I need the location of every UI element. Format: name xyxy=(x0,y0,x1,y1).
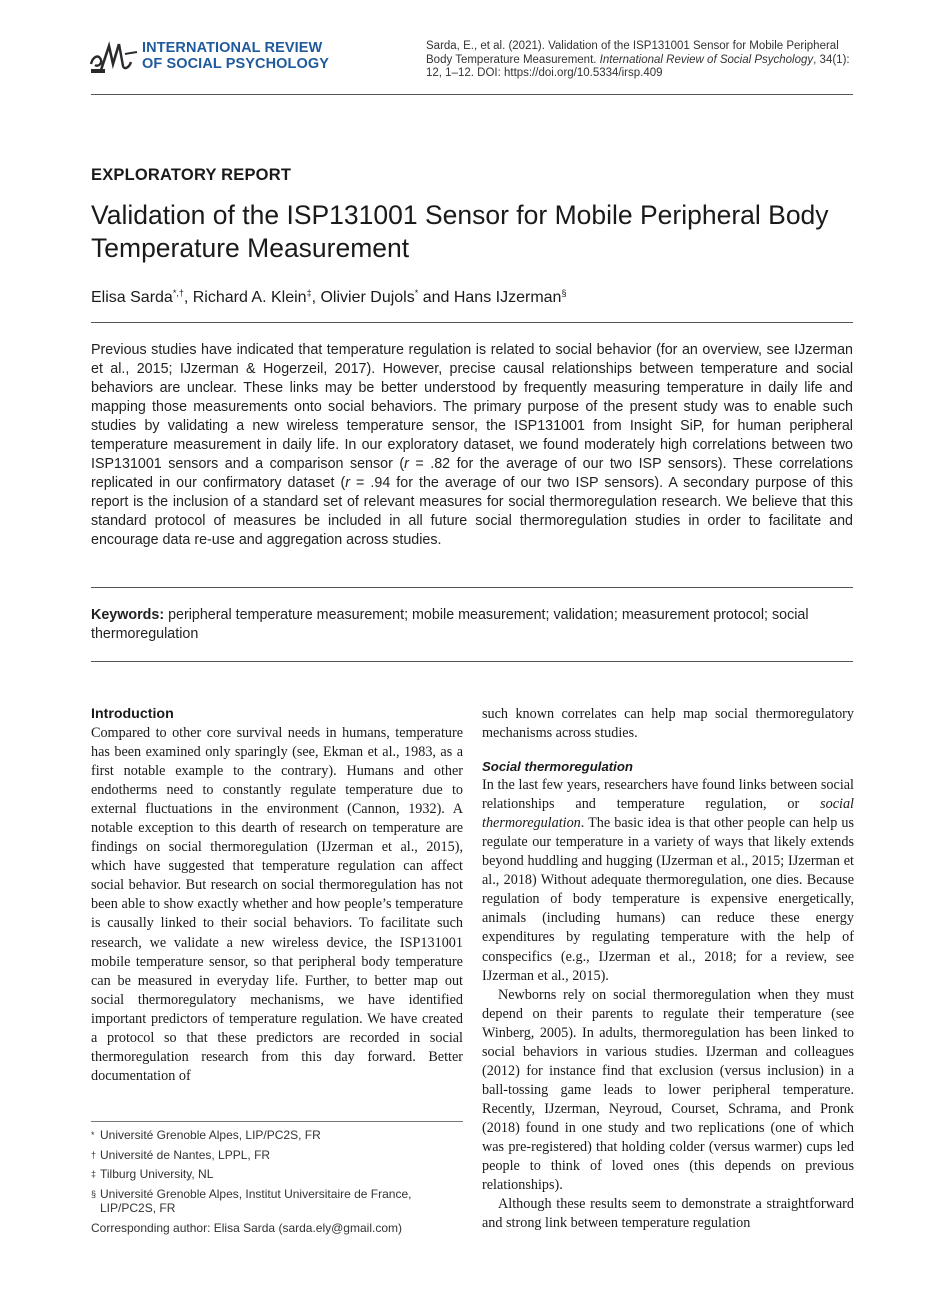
body-paragraph xyxy=(482,776,854,986)
footnote-text: Université Grenoble Alpes, Institut Universitaire de France, LIP/PC2S, FR xyxy=(100,1186,412,1215)
title-divider xyxy=(91,322,853,323)
footnote-text: Université de Nantes, LPPL, FR xyxy=(100,1147,271,1162)
journal-name-line2: OF SOCIAL PSYCHOLOGY xyxy=(142,56,330,72)
abstract-divider xyxy=(91,587,853,588)
footnote xyxy=(91,1128,463,1148)
keywords-divider xyxy=(91,661,853,662)
keywords-text: peripheral temperature measurement; mobile measurement; validation; measurement protocol; social thermoregulation xyxy=(91,607,809,642)
abstract-text: Previous studies have indicated that temperature regulation is related to social behavior (for an overview, see IJzerman et al., 2015; IJzerman & Hogerzeil, 2017). However, precise causal relationships between temperature and social behaviors are unclear. These links may be better understood by frequently measuring temperature in daily life and mapping those measurements onto social behaviors. The primary purpose of the present study was to enable such studies by validating a new wireless temperature sensor, the ISP131001 from Insight SiP, for human peripheral temperature measurement in daily life. In our exploratory dataset, we found moderately high correlations between two ISP131001 sensors and a comparison sensor ( xyxy=(91,342,853,472)
body-text: . The basic idea is that other people can help us regulate our temperature in a variety of ways that likely extends beyond huddling and hugging (IJzerman et al., 2015; IJzerman et al., 2018) Without adequate thermoregulation, one dies. Because regulation of body temperature is expensive energetically, animals (including humans) can reduce these energy expenditures by regulating temperature with the help of conspecifics (e.g., IJzerman et al., 2018; for a review, see IJzerman et al., 2015). xyxy=(482,815,854,984)
citation-journal: International Review of Social Psychology xyxy=(599,53,814,66)
body-text: In the last few years, researchers have found links between social relationships and temperature regulation, or xyxy=(482,777,854,813)
footnote-divider xyxy=(91,1121,463,1122)
author-name: Elisa Sarda xyxy=(91,289,173,306)
journal-name xyxy=(142,40,329,72)
author-affiliation-mark: § xyxy=(561,288,567,298)
footnotes xyxy=(91,1128,463,1236)
abstract-text: = .94 for the average of our two ISP sensors). A secondary purpose of this report is the inclusion of a standard set of relevant measures for social thermoregulation research. We believe that this standard protocol of measures be included in all future social thermoregulation studies in order to facilitate and encourage data re-use and aggregation across studies. xyxy=(91,475,853,548)
footnote xyxy=(91,1148,463,1168)
corresponding-author: Corresponding author: Elisa Sarda (sarda.ely@gmail.com) xyxy=(91,1220,402,1235)
author-separator: , xyxy=(183,289,193,306)
footnote-text: Tilburg University, NL xyxy=(100,1167,214,1181)
abstract-stat-symbol: r xyxy=(345,475,350,491)
body-column-left xyxy=(91,705,463,1086)
abstract-stat-symbol: r xyxy=(404,456,409,472)
journal-logo-icon xyxy=(89,40,139,76)
citation-doi: , 34(1): 12, 1–12. DOI: https://doi.org/10.5334/irsp.409 xyxy=(426,53,850,79)
footnote-mark: * xyxy=(91,1130,95,1140)
author-affiliation-mark: ‡ xyxy=(306,288,312,298)
abstract xyxy=(91,341,853,550)
citation xyxy=(426,40,856,81)
keywords xyxy=(91,606,853,644)
abstract-text: = .82 for the average of our two ISP sensors). These correlations replicated in our confirmatory dataset ( xyxy=(91,456,853,491)
author-name: Hans IJzerman xyxy=(453,289,562,306)
author-name: Richard A. Klein xyxy=(192,289,307,306)
section-heading-social-thermoregulation: Social thermoregulation xyxy=(482,759,633,775)
body-paragraph: Although these results seem to demonstrate a straightforward and strong link between temperature regulation xyxy=(482,1196,854,1232)
body-paragraph: such known correlates can help map social thermoregulatory mechanisms across studies. xyxy=(482,706,854,742)
footnote xyxy=(91,1187,463,1221)
section-heading-introduction: Introduction xyxy=(91,706,174,722)
article-title: Validation of the ISP131001 Sensor for Mobile Peripheral Body Temperature Measurement xyxy=(91,200,829,263)
body-column-right xyxy=(482,705,854,1233)
author-affiliation-mark: * xyxy=(414,288,419,298)
footnote-mark: ‡ xyxy=(91,1169,97,1179)
author-name: Olivier Dujols xyxy=(320,289,415,306)
journal-name-line1: INTERNATIONAL REVIEW xyxy=(142,40,323,56)
footnote-text: Université Grenoble Alpes, LIP/PC2S, FR xyxy=(100,1128,321,1142)
body-paragraph: Compared to other core survival needs in humans, temperature has been examined only sparingly (see, Ekman et al., 1983, as a first notable example to the contrary). Humans and other endotherms need to constantly regulate temperature due to external fluctuations in the environment (Cannon, 1932). A notable exception to this dearth of research on temperature are findings on social thermoregulation (IJzerman et al., 2015), which have suggested that temperature regulation can affect social behavior. But research on social thermoregulation has not been able to show exactly whether and how people’s temperature is causally linked to their social behaviors. To facilitate such research, we validate a new wireless device, the ISP131001 mobile temperature sensor, so that peripheral body temperature can be measured in everyday life. Further, to better map out social thermoregulatory mechanisms, we have identified important predictors of temperature regulation. We have created a protocol so that these predictors are recorded in social thermoregulation research from this day forward. Better documentation of xyxy=(91,725,463,1084)
footnote-mark: § xyxy=(91,1188,97,1199)
header-divider xyxy=(91,94,853,95)
author-separator: , xyxy=(311,289,321,306)
author-separator: and xyxy=(418,289,454,306)
body-text-emphasis: social thermoregulation xyxy=(482,796,854,832)
body-paragraph: Newborns rely on social thermoregulation when they must depend on their parents to regulate their temperature (see Winberg, 2005). In adults, thermoregulation has been linked to social behaviors in various studies. IJzerman and colleagues (2012) for instance find that exclusion (versus inclusion) in a ball-tossing game leads to lower peripheral temperature. Recently, IJzerman, Neyroud, Courset, Schrama, and Pronk (2018) found in one study and two replications (one of which was pre-registered) that holding colder (versus warmer) cups led people to think of loved ones (this depends on previous relationships). xyxy=(482,986,854,1194)
keywords-label: Keywords: xyxy=(91,607,165,623)
citation-text: Sarda, E., et al. (2021). Validation of the ISP131001 Sensor for Mobile Peripheral Body Temperature Measurement. xyxy=(426,40,839,66)
footnote xyxy=(91,1167,463,1187)
author-list xyxy=(91,283,566,308)
footnote-mark: † xyxy=(91,1149,97,1160)
article-type: EXPLORATORY REPORT xyxy=(91,166,292,184)
author-affiliation-mark: *,† xyxy=(172,288,184,298)
